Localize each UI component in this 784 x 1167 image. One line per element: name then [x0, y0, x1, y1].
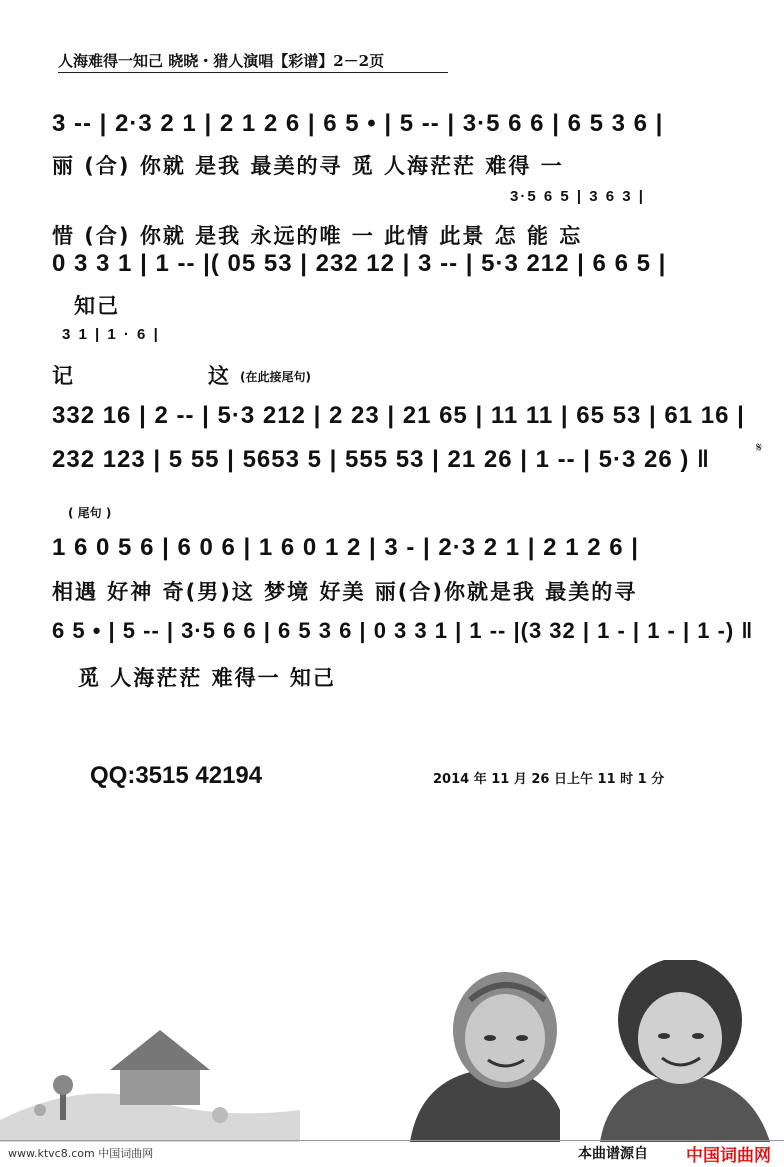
- tail-section-label: ( 尾句 ): [68, 506, 112, 520]
- score-line-3-lyrics: 知己: [74, 294, 120, 318]
- page-header-title: 人海难得一知己 晓晓・猎人演唱【彩谱】2－2页: [58, 52, 385, 70]
- score-line-2-lyrics: 惜 (合) 你就 是我 永远的唯 一 此情 此景 怎 能 忘: [52, 224, 583, 248]
- score-line-1-notes: 3 -- | 2·3 2 1 | 2 1 2 6 | 6 5 • | 5 -- | 3·5 6 6 | 6 5 3 6 |: [52, 110, 664, 137]
- score-line-4-lyric-a: 记: [52, 364, 75, 388]
- score-line-4-note: (在此接尾句): [240, 370, 311, 384]
- footer-source-text: 本曲谱源自: [578, 1146, 648, 1162]
- timestamp: 2014 年 11 月 26 日上午 11 时 1 分: [433, 772, 665, 787]
- score-line-4-upper-notes: 3 1 | 1 · 6 |: [62, 326, 160, 343]
- footer-rule: [0, 1140, 784, 1141]
- score-line-9-notes: 6 5 • | 5 -- | 3·5 6 6 | 6 5 3 6 | 0 3 3 1 | 1 -- |(3 32 | 1 - | 1 - | 1 -) ‖: [52, 618, 754, 643]
- score-line-1-lyrics: 丽 (合) 你就 是我 最美的寻 觅 人海茫茫 难得 一: [52, 154, 564, 178]
- score-line-8-notes: 1 6 0 5 6 | 6 0 6 | 1 6 0 1 2 | 3 - | 2·3 2 1 | 2 1 2 6 |: [52, 534, 639, 561]
- score-line-8-lyrics: 相遇 好神 奇(男)这 梦境 好美 丽(合)你就是我 最美的寻: [52, 580, 638, 604]
- qq-contact: QQ:3515 42194: [90, 762, 263, 789]
- footer-brand-logo: 中国词曲网: [686, 1146, 771, 1166]
- section-mark-icon: 𝄋: [755, 440, 762, 456]
- score-line-3-notes: 0 3 3 1 | 1 -- |( 05 53 | 232 12 | 3 -- | 5·3 212 | 6 6 5 |: [52, 250, 667, 277]
- header-rule: [58, 72, 448, 73]
- score-line-2-upper-notes: 3·5 6 5 | 3 6 3 |: [510, 188, 645, 205]
- score-line-6-notes: 232 123 | 5 55 | 5653 5 | 555 53 | 21 26 | 1 -- | 5·3 26 ) ‖: [52, 446, 710, 473]
- score-line-5-notes: 332 16 | 2 -- | 5·3 212 | 2 23 | 21 65 | 11 11 | 65 53 | 61 16 |: [52, 402, 745, 429]
- score-line-9-lyrics: 觅 人海茫茫 难得一 知己: [78, 666, 336, 690]
- score-line-4-lyric-b: 这: [208, 364, 231, 388]
- footer-site-text: www.ktvc8.com 中国词曲网: [8, 1147, 154, 1160]
- decorative-photo-image: [0, 960, 784, 1142]
